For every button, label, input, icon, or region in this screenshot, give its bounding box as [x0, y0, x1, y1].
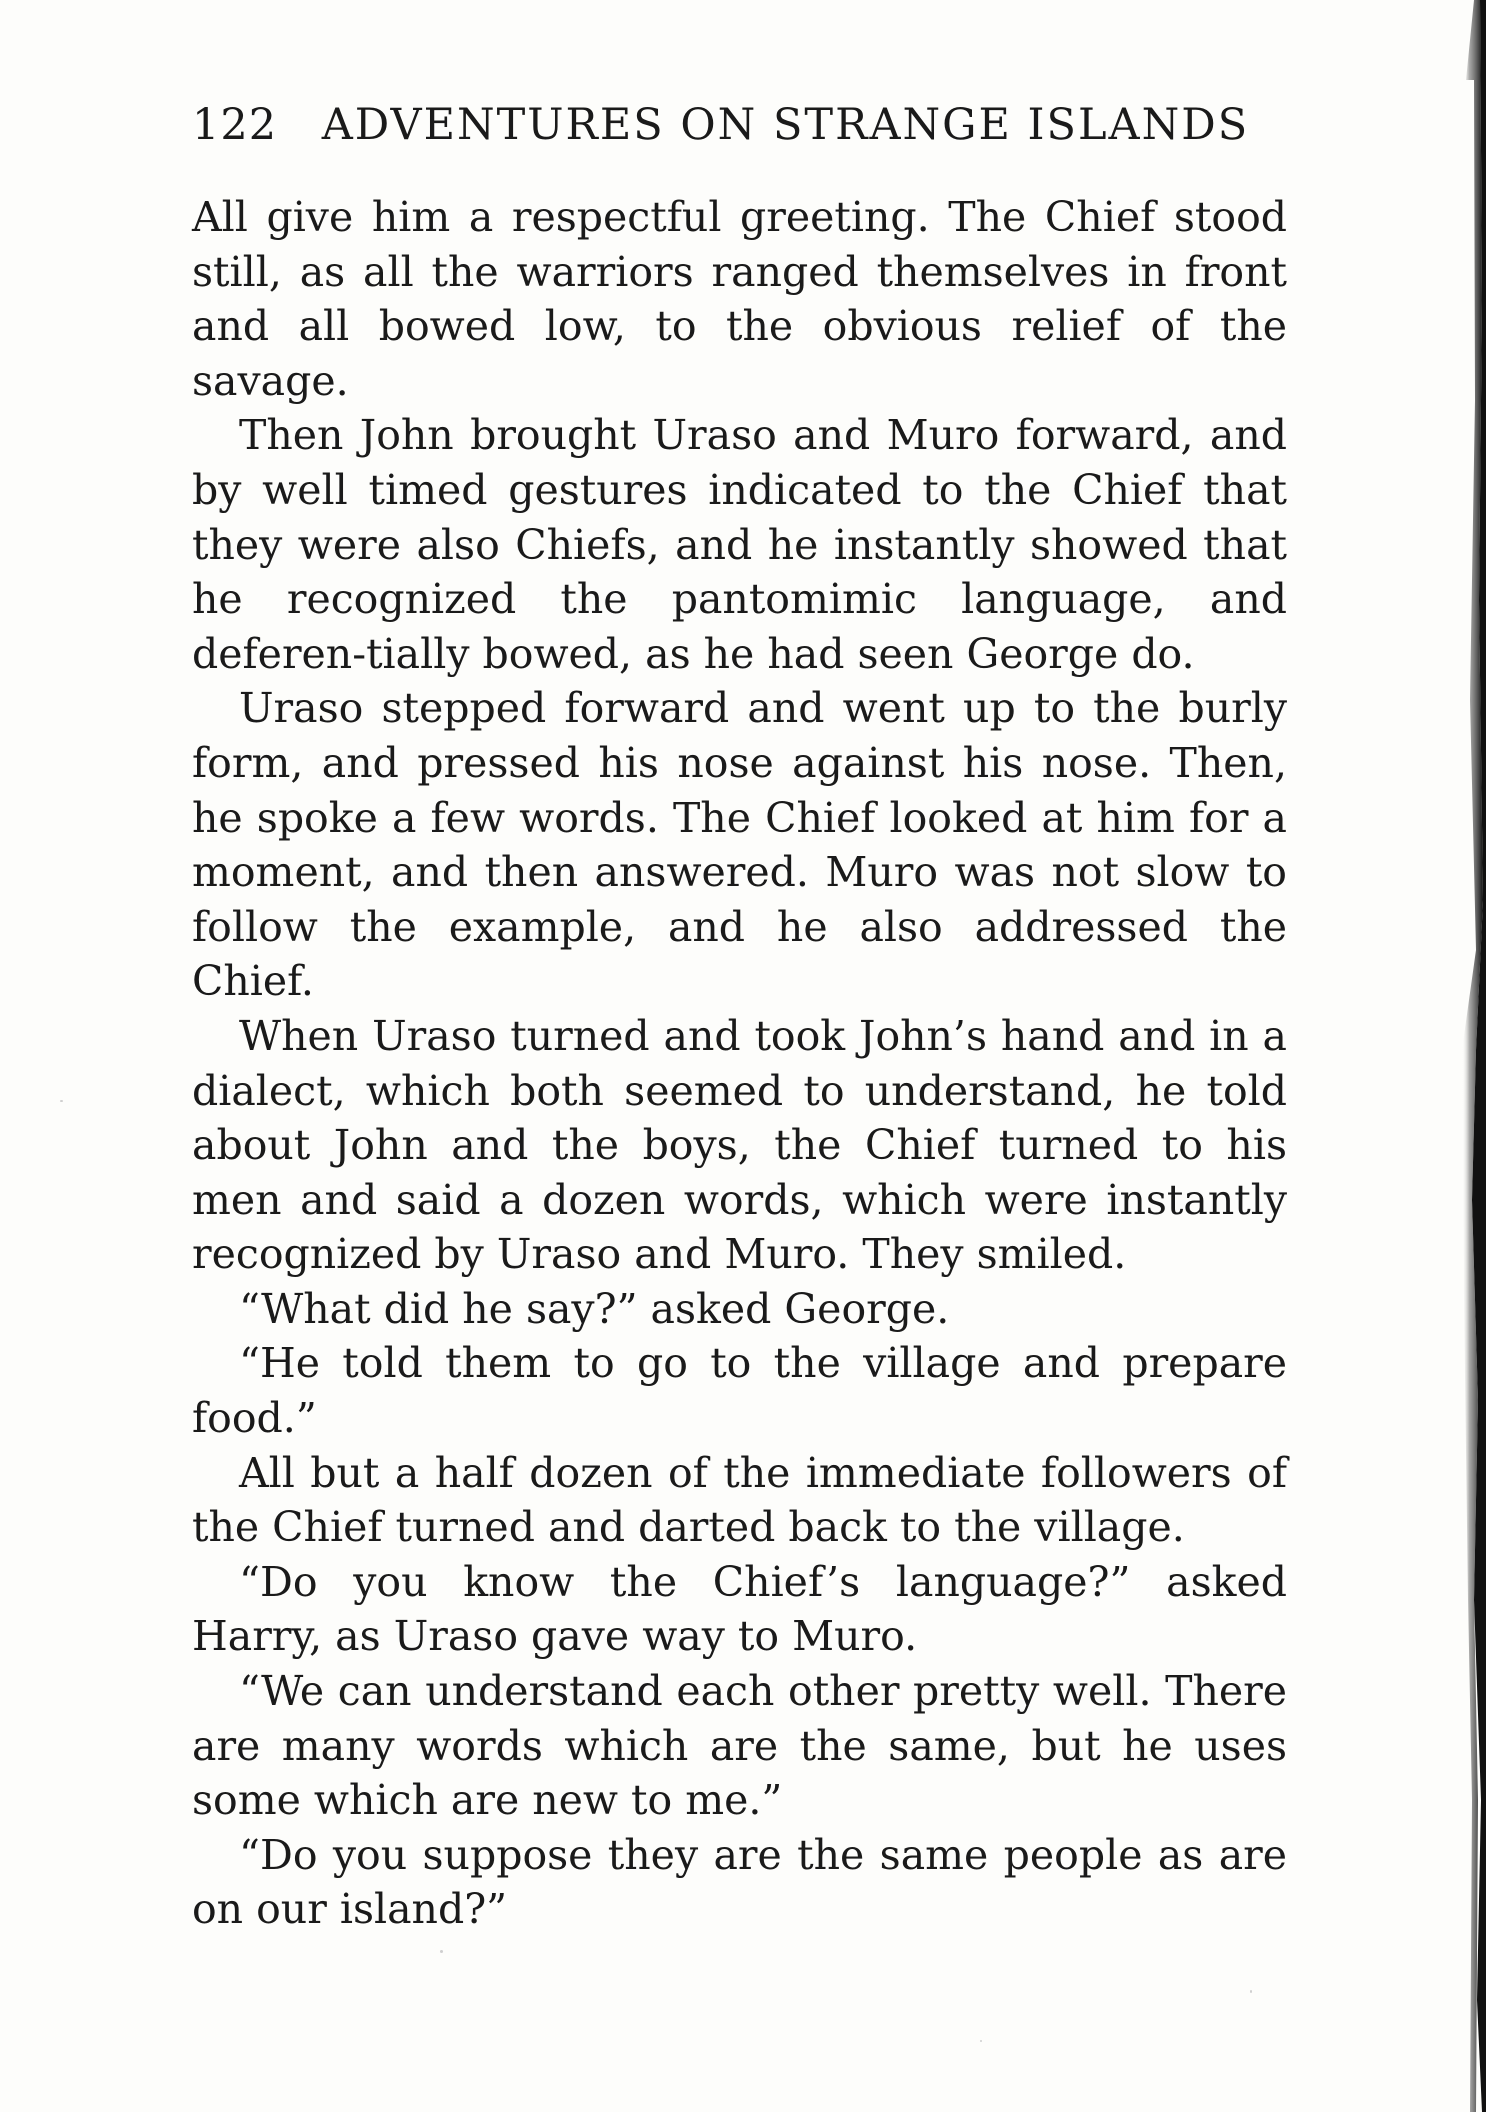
paragraph-4: When Uraso turned and took John’s hand and in a dialect, which both seemed to understand, he told about John and the boys, the Chief turned to his men and said a dozen words, which were instantly recognized by Uraso and Muro. They smiled. [192, 1011, 1287, 1279]
page-header [192, 100, 1292, 156]
body-text [192, 190, 1287, 1937]
page-number: 122 [192, 100, 278, 150]
paragraph-10: “Do you suppose they are the same people as are on our island?” [192, 1830, 1287, 1934]
paragraph-8: “Do you know the Chief’s language?” asked Harry, as Uraso gave way to Muro. [192, 1557, 1287, 1661]
paragraph-1: All give him a respectful greeting. The Chief stood still, as all the warriors ranged themselves in front and all bowed low, to the obvious relief of the savage. [192, 193, 1287, 405]
paragraph-2: Then John brought Uraso and Muro forward, and by well timed gestures indicated to the Chief that they were also Chiefs, and he instantly showed that he recognized the pantomimic language, and deferen-tially bowed, as he had seen George do. [192, 411, 1287, 678]
paper-speck [440, 1950, 443, 1953]
paragraph-6: “He told them to go to the village and prepare food.” [192, 1339, 1287, 1443]
paragraph-7: All but a half dozen of the immediate followers of the Chief turned and darted back to the village. [192, 1448, 1287, 1552]
paper-speck [1250, 1990, 1252, 1993]
paragraph-3: Uraso stepped forward and went up to the burly form, and pressed his nose against his nose. Then, he spoke a few words. The Chief looked at him for a moment, and then answered. Muro was not slow to follow the example, and he also addressed the Chief. [192, 684, 1287, 1006]
paper-speck [980, 2040, 982, 2042]
paper-speck [60, 1100, 63, 1102]
binding-shadow [1452, 0, 1486, 2112]
paragraph-9: “We can understand each other pretty well. There are many words which are the same, but he uses some which are new to me.” [192, 1667, 1287, 1825]
running-title: ADVENTURES ON STRANGE ISLANDS [321, 100, 1250, 150]
paragraph-5: “What did he say?” asked George. [239, 1284, 950, 1333]
